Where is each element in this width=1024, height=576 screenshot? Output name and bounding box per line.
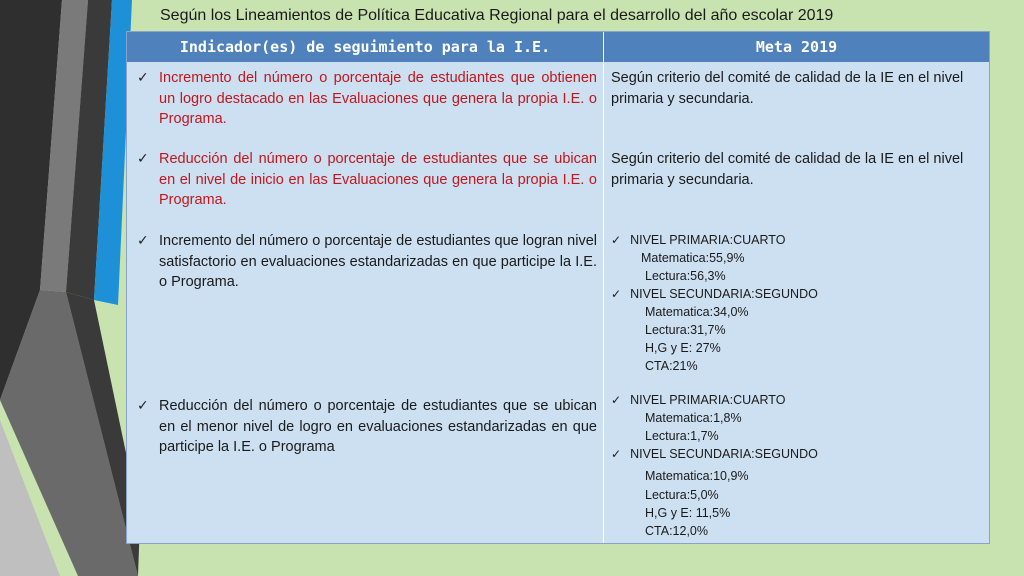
meta3-primaria-lec: Lectura:56,3%	[645, 269, 726, 283]
check-icon: ✓	[611, 447, 622, 461]
check-icon: ✓	[137, 70, 149, 86]
slide-title: Según los Lineamientos de Política Educativa Regional para el desarrollo del año escolar 2019	[160, 7, 834, 24]
meta3-secundaria-hge: H,G y E: 27%	[645, 341, 721, 355]
level-label: NIVEL SECUNDARIA:SEGUNDO	[630, 447, 818, 461]
level-label: NIVEL PRIMARIA:CUARTO	[630, 233, 786, 247]
indicator-text: Reducción del número o porcentaje de estudiantes que se ubican en el menor nivel de logro en evaluaciones estandarizadas en que participe la I.E. o Programa	[159, 398, 597, 455]
meta3-secundaria-mat: Matematica:34,0%	[645, 305, 749, 319]
meta-text-1: Según criterio del comité de calidad de la IE en el nivel primaria y secundaria.	[611, 70, 964, 107]
meta4-primaria-label	[611, 391, 785, 409]
indicator-item	[135, 231, 597, 293]
check-icon: ✓	[611, 233, 622, 247]
meta3-primaria-label	[611, 231, 785, 249]
level-label: NIVEL PRIMARIA:CUARTO	[630, 393, 786, 407]
meta4-primaria-mat: Matematica:1,8%	[645, 411, 742, 425]
meta4-secundaria-cta: CTA:12,0%	[645, 524, 708, 538]
indicator-text: Reducción del número o porcentaje de estudiantes que se ubican en el nivel de inicio en las Evaluaciones que genera la propia I.E. o Programa.	[159, 151, 597, 208]
meta4-primaria-lec: Lectura:1,7%	[645, 429, 719, 443]
check-icon: ✓	[611, 287, 622, 301]
check-icon: ✓	[137, 151, 149, 167]
meta4-secundaria-lec: Lectura:5,0%	[645, 488, 719, 502]
check-icon: ✓	[137, 398, 149, 414]
column-divider	[603, 32, 604, 543]
indicator-text: Incremento del número o porcentaje de estudiantes que obtienen un logro destacado en las Evaluaciones que genera la propia I.E. o Programa.	[159, 70, 597, 127]
meta-text-2: Según criterio del comité de calidad de la IE en el nivel primaria y secundaria.	[611, 151, 964, 188]
check-icon: ✓	[611, 393, 622, 407]
header-meta: Meta 2019	[604, 32, 989, 62]
meta4-secundaria-mat: Matematica:10,9%	[645, 469, 749, 483]
meta3-secundaria-cta: CTA:21%	[645, 359, 698, 373]
indicator-text: Incremento del número o porcentaje de estudiantes que logran nivel satisfactorio en evaluaciones estandarizadas en que participe la I.E. o Programa.	[159, 233, 597, 290]
meta3-secundaria-label	[611, 285, 818, 303]
check-icon: ✓	[137, 233, 149, 249]
indicators-table	[126, 31, 990, 544]
level-label: NIVEL SECUNDARIA:SEGUNDO	[630, 287, 818, 301]
meta4-secundaria-label	[611, 445, 818, 463]
indicator-item	[135, 68, 597, 130]
indicator-item	[135, 396, 597, 458]
header-indicator: Indicador(es) de seguimiento para la I.E.	[127, 32, 603, 62]
decorative-stripes	[0, 0, 140, 576]
meta3-secundaria-lec: Lectura:31,7%	[645, 323, 726, 337]
meta3-primaria-mat: Matematica:55,9%	[641, 251, 745, 265]
meta4-secundaria-hge: H,G y E: 11,5%	[645, 506, 731, 520]
indicator-item	[135, 149, 597, 211]
